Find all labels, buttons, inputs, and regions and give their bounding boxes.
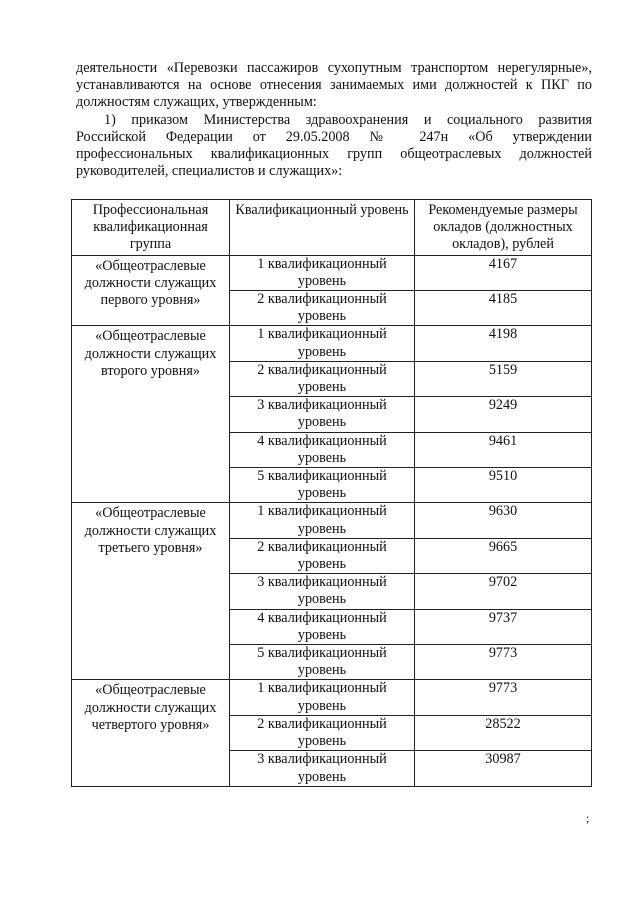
salary-table: [71, 199, 592, 787]
salary-cell: 28522: [415, 715, 592, 750]
table-row: [72, 680, 592, 715]
salary-cell: 9773: [415, 645, 592, 680]
level-cell: 1 квалификационный уровень: [230, 255, 415, 290]
salary-cell: 4198: [415, 326, 592, 361]
level-cell: 2 квалификационный уровень: [230, 715, 415, 750]
salary-cell: 9249: [415, 397, 592, 432]
table-row: [72, 503, 592, 538]
table-row: [72, 326, 592, 361]
document-page: [76, 60, 592, 180]
intro-line: должностям служащих, утвержденным:: [76, 94, 317, 111]
level-cell: 1 квалификационный уровень: [230, 680, 415, 715]
order-line: руководителей, специалистов и служащих»:: [76, 163, 343, 180]
intro-line: устанавливаются на основе отнесения занимаемых ими должностей к ПКГ по: [76, 77, 592, 94]
salary-cell: 9737: [415, 609, 592, 644]
group-name-cell: «Общеотраслевые должности служащих второго уровня»: [72, 326, 230, 503]
group-name-cell: «Общеотраслевые должности служащих первого уровня»: [72, 255, 230, 326]
order-line: 1) приказом Министерства здравоохранения и социального развития: [104, 111, 592, 128]
salary-cell: 5159: [415, 361, 592, 396]
salary-cell: 9773: [415, 680, 592, 715]
level-cell: 1 квалификационный уровень: [230, 503, 415, 538]
intro-line: деятельности «Перевозки пассажиров сухопутным транспортом нерегулярные»,: [76, 60, 592, 76]
order-line: Российской Федерации от 29.05.2008 № 247н «Об утверждении: [76, 128, 592, 145]
trailing-punctuation: ;: [586, 811, 590, 825]
level-cell: 4 квалификационный уровень: [230, 609, 415, 644]
table-body: [72, 255, 592, 786]
salary-cell: 9665: [415, 538, 592, 573]
level-cell: 2 квалификационный уровень: [230, 538, 415, 573]
order-paragraph: [76, 112, 592, 181]
salary-cell: 30987: [415, 751, 592, 786]
table-header-row: [72, 200, 592, 256]
group-name-cell: «Общеотраслевые должности служащих третьего уровня»: [72, 503, 230, 680]
header-salary: Рекомендуемые размеры окладов (должностных окладов), рублей: [415, 200, 592, 256]
level-cell: 3 квалификационный уровень: [230, 397, 415, 432]
header-group: Профессиональная квалификационная группа: [72, 200, 230, 256]
salary-cell: 4185: [415, 291, 592, 326]
table-row: [72, 255, 592, 290]
salary-cell: 9461: [415, 432, 592, 467]
level-cell: 5 квалификационный уровень: [230, 645, 415, 680]
header-level: Квалификационный уровень: [230, 200, 415, 256]
level-cell: 4 квалификационный уровень: [230, 432, 415, 467]
level-cell: 3 квалификационный уровень: [230, 574, 415, 609]
intro-paragraph: [76, 60, 592, 112]
order-line: профессиональных квалификационных групп общеотраслевых должностей: [76, 146, 592, 163]
salary-cell: 9510: [415, 468, 592, 503]
level-cell: 2 квалификационный уровень: [230, 291, 415, 326]
group-name-cell: «Общеотраслевые должности служащих четвертого уровня»: [72, 680, 230, 786]
level-cell: 2 квалификационный уровень: [230, 361, 415, 396]
level-cell: 3 квалификационный уровень: [230, 751, 415, 786]
level-cell: 5 квалификационный уровень: [230, 468, 415, 503]
salary-cell: 9630: [415, 503, 592, 538]
salary-cell: 4167: [415, 255, 592, 290]
level-cell: 1 квалификационный уровень: [230, 326, 415, 361]
salary-cell: 9702: [415, 574, 592, 609]
